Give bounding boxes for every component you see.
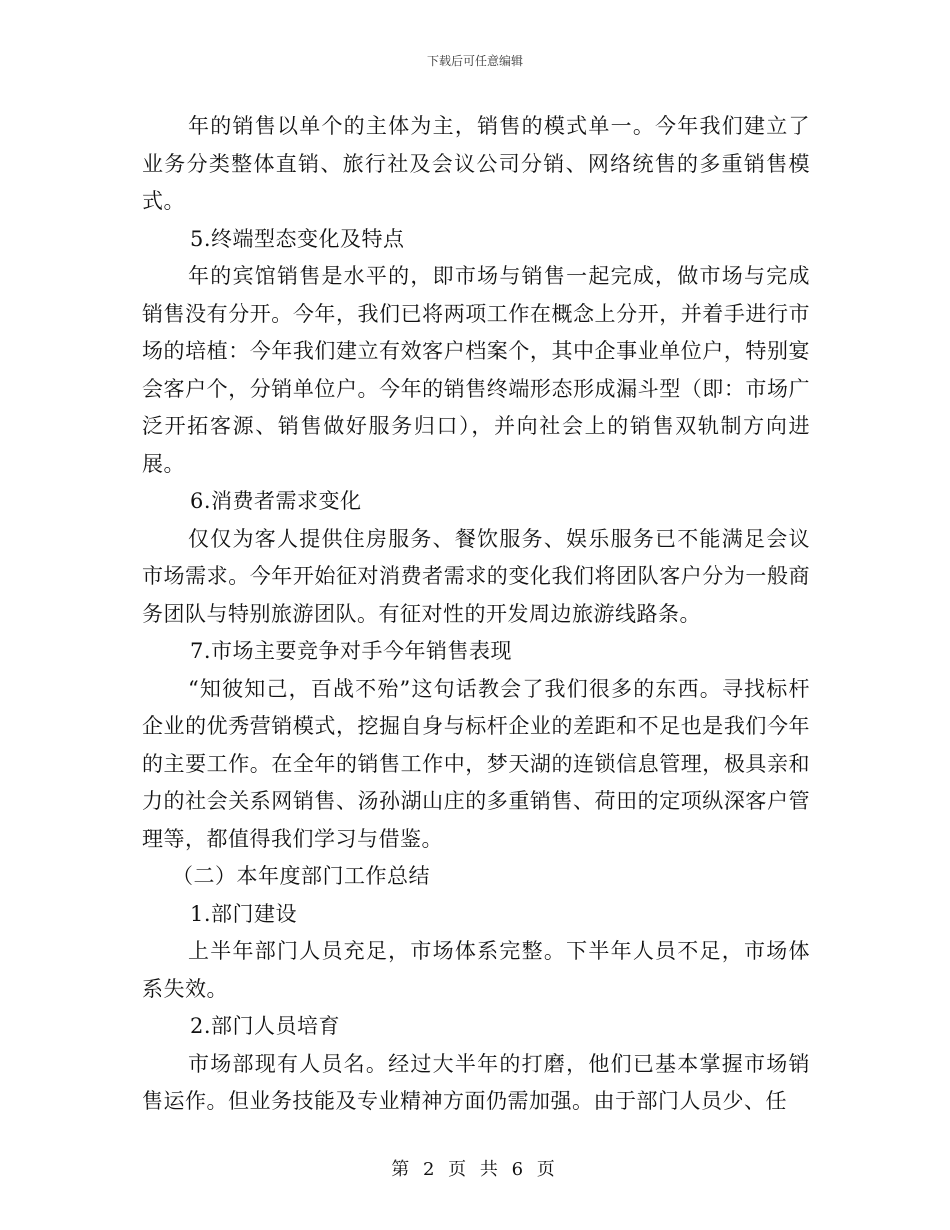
section-heading: 5.终端型态变化及特点: [190, 226, 405, 251]
document-body: [142, 108, 810, 1121]
paragraph: 上半年部门人员充足，市场体系完整。下半年人员不足，市场体系失效。: [142, 939, 810, 1001]
section-heading: 7.市场主要竞争对手今年销售表现: [190, 639, 513, 663]
paragraph: 年的销售以单个的主体为主，销售的模式单一。今年我们建立了业务分类整体直销、旅行社及会议公司分销、网络统售的多重销售模式。: [142, 114, 810, 213]
section-heading: 6.消费者需求变化: [190, 489, 362, 513]
paragraph: “知彼知己，百战不殆”这句话教会了我们很多的东西。寻找标杆企业的优秀营销模式，挖掘自身与标杆企业的差距和不足也是我们今年的主要工作。在全年的销售工作中，梦天湖的连锁信息管理，极具亲和力的社会关系网销售、汤孙湖山庄的多重销售、荷田的定项纵深客户管理等，都值得我们学习与借鉴。: [142, 676, 810, 851]
paragraph: 市场部现有人员名。经过大半年的打磨，他们已基本掌握市场销售运作。但业务技能及专业精神方面仍需加强。由于部门人员少、任: [142, 1051, 810, 1113]
chapter-heading: （二）本年度部门工作总结: [172, 864, 430, 888]
paragraph: 年的宾馆销售是水平的，即市场与销售一起完成，做市场与完成销售没有分开。今年，我们已将两项工作在概念上分开，并着手进行市场的培植：今年我们建立有效客户档案个，其中企事业单位户，特别宴会客户个，分销单位户。今年的销售终端形态形成漏斗型（即：市场广泛开拓客源、销售做好服务归口），并向社会上的销售双轨制方向进展。: [142, 264, 810, 476]
page-header-note: 下载后可任意编辑: [426, 54, 523, 68]
paragraph: 仅仅为客人提供住房服务、餐饮服务、娱乐服务已不能满足会议市场需求。今年开始征对消费者需求的变化我们将团队客户分为一般商务团队与特别旅游团队。有征对性的开发周边旅游线路条。: [142, 526, 810, 626]
section-heading: 2.部门人员培育: [190, 1014, 341, 1038]
page-number-footer: 第 2 页 共 6 页: [391, 1159, 559, 1180]
section-heading: 1.部门建设: [190, 901, 298, 926]
